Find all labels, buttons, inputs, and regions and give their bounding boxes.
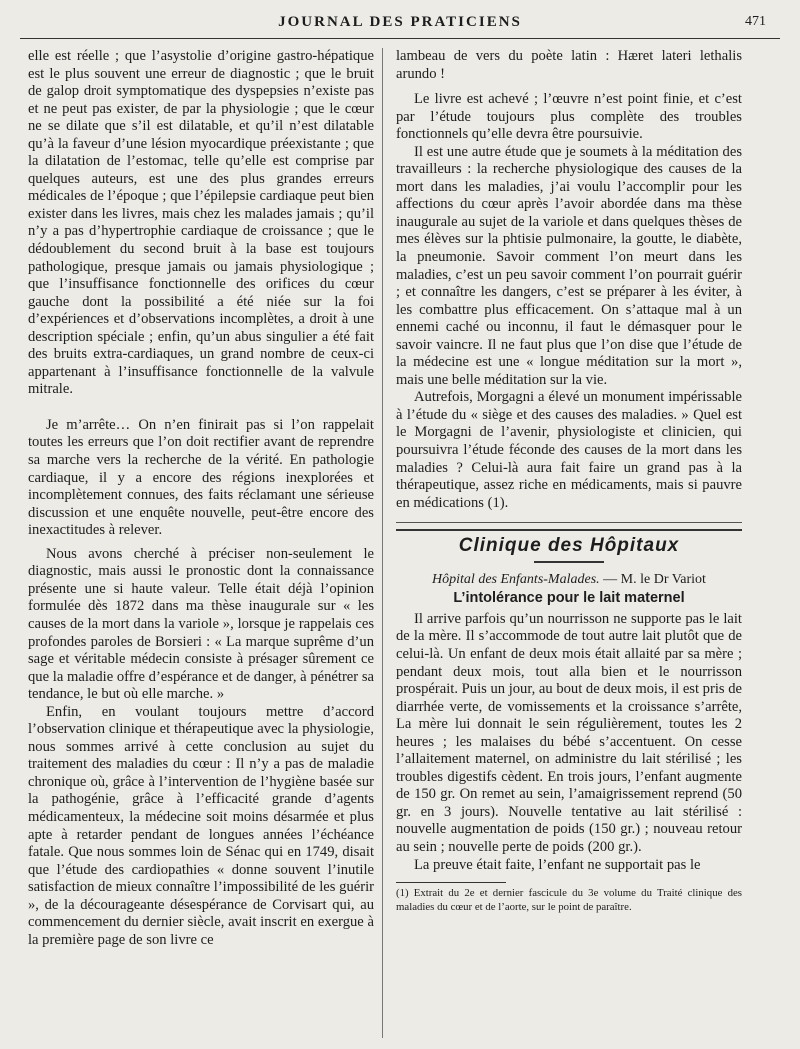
title-underline bbox=[534, 561, 604, 563]
paragraph: Autrefois, Morgagni a élevé un monument impérissable à l’étude du « siège et des causes des maladies. » Quel est le Morgagni de l’avenir, physiologiste et clinicien, qui poursuivra l’étude féconde des causes de la mort dans les maladies ? Celui-là aura fait faire un grand pas à la thérapeutique, assez riche en médicaments, mais si pauvre en médications (1). bbox=[396, 389, 742, 511]
page-header bbox=[20, 10, 780, 39]
section-title: Clinique des Hôpitaux bbox=[458, 535, 680, 557]
paragraph: Il arrive parfois qu’un nourrisson ne supporte pas le lait de la mère. Il s’accommode de tout autre lait plutôt que de celui-là. Un enfant de deux mois était allaité par sa mère ; pendant deux mois, tout alla bien et le nourrisson prospérait. Puis un jour, au bout de deux mois, il est pris de diarrhée verte, de vomissements et la croissance s’arrête, La mère lui donnait le sein régulièrement, toutes les 2 heures ; les malaises du bébé s’accentuent. On cesse l’allaitement maternel, on administre du lait stérilisé ; les troubles digestifs cèdent. En trois jours, l’enfant augmente de 150 gr. On remet au sein, l’amaigrissement reprend (50 gr. en 3 jours). Nouvelle tentative au lait stérilisé : nouvelle augmentation de poids (150 gr.) ; nouveau retour au sein ; nouvelle perte de poids (200 gr.). bbox=[396, 610, 742, 855]
article-title: L’intolérance pour le lait maternel bbox=[453, 590, 685, 607]
paragraph: elle est réelle ; que l’asystolie d’origine gastro-hépatique est le plus souvent une erreur de diagnostic ; que le bruit de galop droit symptomatique des dyspepsies n’existe pas et ne peut pas exister, de par la physiologie ; que le cœur ne se dilate que s’il est dilatable, et qu’il n’est dilatable qu’à la faveur d’une lésion myocardique préexistante ; que la dilatation de l’estomac, telle qu’elle est comprise par quelques auteurs, est une des plus grandes erreurs médicales de l’époque ; que l’épilepsie cardiaque peut bien exister dans les livres, mais chez les malades jamais ; qu’il n’y a pas d’hypertrophie cardiaque de croissance ; que le dédoublement du second bruit à la base est toujours pathologique, presque jamais ou jamais physiologique ; que l’insuffisance fonctionnelle des orifices du cœur gauche dont la possibilité a été niée sur la foi d’expériences et d’observations incomplètes, a droit à une description spéciale ; enfin, qu’un abus singulier a été fait des bruits extra-cardiaques, un grand nombre de ceux-ci appartenant à l’insuffisance fonctionnelle de la valvule mitrale. bbox=[28, 48, 374, 398]
column-divider bbox=[382, 48, 383, 1038]
footnote: (1) Extrait du 2e et dernier fascicule du 3e volume du Traité clinique des maladies du cœur et de l’aorte, sur le point de paraître. bbox=[396, 887, 742, 913]
left-column bbox=[28, 48, 374, 949]
journal-title: JOURNAL DES PRATICIENS bbox=[278, 14, 522, 30]
paragraph: lambeau de vers du poète latin : Hæret lateri lethalis arundo ! bbox=[396, 48, 742, 82]
section-divider bbox=[396, 522, 742, 531]
footnote-divider bbox=[396, 882, 506, 883]
paragraph: Il est une autre étude que je soumets à la méditation des travailleurs : la recherche physiologique des causes de la mort dans les maladies, j’ai voulu l’accomplir pour les affections du cœur après l’avoir abordée dans ma thèse inaugurale au sujet de la variole et dans quelques thèses de mes élèves sur la phtisie pulmonaire, la goutte, le diabète, la pneumonie. Savoir comment l’on meurt dans les maladies, c’est un peu savoir comment l’on pourrait guérir ; et connaître les dangers, c’est se préparer à les éviter, à les combattre plus efficacement. On s’attaque mal à un ennemi caché ou inconnu, il faut le démasquer pour le savoir vaincre. Il ne faut plus que l’on dise que l’étude de la médecine est une « longue méditation sur la mort », mais une belle méditation sur la vie. bbox=[396, 143, 742, 388]
paragraph: Enfin, en voulant toujours mettre d’accord l’observation clinique et thérapeutique avec la physiologie, nous sommes arrivé à cette conclusion au sujet du traitement des maladies du cœur : Il n’y a pas de maladie chronique où, grâce à l’intervention de l’hygiène basée sur la pathogénie, grâce à l’efficacité grande d’agents médicamenteux, la médecine soit moins désarmée et plus apte à retarder pendant de longues années l’échéance fatale. Que nous sommes loin de Sénac qui en 1749, disait que l’étude des cardiopathies « donne souvent l’inutile satisfaction de mieux connaître l’impossibilité de les guérir », de la décourageante désespérance de Corvisart qui, au commencement du dernier siècle, avait inscrit en exergue à la première page de son livre ce bbox=[28, 703, 374, 948]
right-column bbox=[396, 48, 742, 914]
department-line bbox=[396, 571, 742, 589]
paragraph: Le livre est achevé ; l’œuvre n’est point finie, et c’est par l’étude toujours plus complète des troubles fonctionnels qu’elle devra être poursuivie. bbox=[396, 91, 742, 143]
paragraph: Je m’arrête… On n’en finirait pas si l’on rappelait toutes les erreurs que l’on doit rectifier avant de reprendre sa marche vers la recherche de la vérité. En pathologie cardiaque, il y a encore des régions inexplorées et incomplètement connues, des faits réclamant une sérieuse discussion et une enquête nouvelle, peut-être encore des inexactitudes à relever. bbox=[28, 416, 374, 539]
hospital-name: Hôpital des Enfants-Malades. bbox=[432, 571, 600, 587]
doctor-name: — M. le Dr Variot bbox=[603, 571, 706, 587]
paragraph: Nous avons cherché à préciser non-seulement le diagnostic, mais aussi le pronostic dont la connaissance présente une si haute valeur. Telle était déjà l’opinion formulée dès 1872 dans ma thèse inaugurale sur « les causes de la mort dans la variole », lorsque je rappelais ces profondes paroles de Borsieri : « La marque suprême d’un sage et véritable médecin consiste à présager sûrement ce que la maladie offre d’espérance et de danger, à pénétrer sa tendance, le but où elle marche. » bbox=[28, 545, 374, 703]
paragraph: La preuve était faite, l’enfant ne supportait pas le bbox=[414, 856, 701, 873]
page-number: 471 bbox=[745, 14, 766, 29]
